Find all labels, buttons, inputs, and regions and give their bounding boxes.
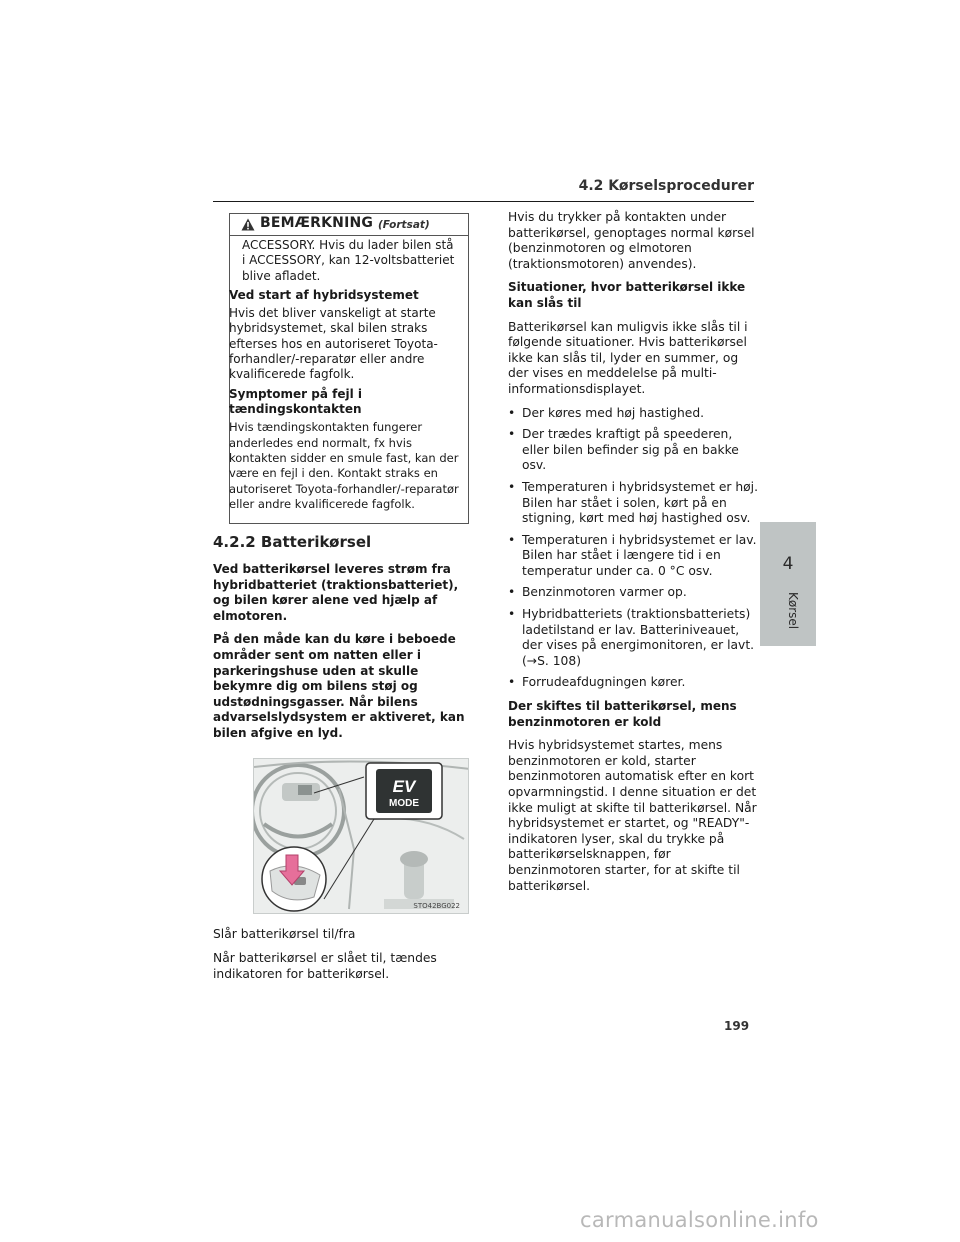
list-item: • Der trædes kraftigt på speederen, eller bilen befinder sig på en bakke osv. bbox=[508, 427, 758, 474]
list-item: • Der køres med høj hastighed. bbox=[508, 406, 758, 422]
notice-heading-1: Ved start af hybridsystemet bbox=[229, 287, 419, 302]
chapter-tab-label[interactable] bbox=[760, 586, 816, 646]
header-rule bbox=[213, 201, 754, 202]
right-heading-1: Situationer, hvor batterikørsel ikke kan slås til bbox=[508, 280, 746, 310]
notice-title: BEMÆRKNING bbox=[260, 215, 374, 231]
watermark-logo: carmanualsonline.info bbox=[580, 1208, 819, 1232]
right-paragraph-2: Batterikørsel kan muligvis ikke slås til i følgende situationer. Hvis batterikørsel ikke kan slås til, lyder en summer, og der vises en meddelelse på multi-informationsdisplayet. bbox=[508, 319, 748, 396]
intro-paragraph-1: Ved batterikørsel leveres strøm fra hybridbatteriet (traktionsbatteriet), og bilen kører alene ved hjælp af elmotoren. bbox=[213, 562, 459, 623]
ev-label: EV bbox=[392, 777, 416, 796]
figure-caption-2: Når batterikørsel er slået til, tændes indikatoren for batterikørsel. bbox=[213, 951, 437, 981]
notice-body bbox=[230, 238, 468, 513]
dashboard-figure bbox=[253, 758, 469, 914]
section-header: 4.2 Kørselsprocedurer bbox=[578, 178, 754, 194]
page-number: 199 bbox=[724, 1019, 750, 1033]
right-paragraph-3: Hvis hybridsystemet startes, mens benzinmotoren er kold, starter benzinmotoren automatisk efter en kort opvarmningstid. I denne situation er det ikke muligt at skifte til batterikørsel. Når hybridsystemet er startet, og "READY"-indikatoren lyser, skal du trykke på batterikørselsknappen, før benzinmotoren starter, for at skifte til batterikørsel. bbox=[508, 738, 757, 893]
figure-code: STO42BG022 bbox=[413, 902, 460, 910]
notice-paragraph-2: Hvis tændingskontakten fungerer anderledes end normalt, fx hvis kontakten sidder en smule fast, kan der være en fejl i den. Kontakt straks en autoriseret Toyota-forhandler/-reparatør eller andre kvalificerede fagfolk. bbox=[229, 420, 459, 512]
warning-icon bbox=[241, 218, 255, 231]
situations-list bbox=[508, 406, 758, 692]
notice-heading-2: Symptomer på fejl i tændingskontakten bbox=[229, 386, 363, 416]
notice-subtitle: (Fortsat) bbox=[378, 219, 430, 231]
intro-block bbox=[213, 562, 473, 742]
list-item: • Temperaturen i hybridsystemet er høj. Bilen har stået i solen, kørt på en stigning, kørt med høj hastighed osv. bbox=[508, 480, 758, 527]
notice-paragraph-1: Hvis det bliver vanskeligt at starte hybridsystemet, skal bilen straks efterses hos en autoriseret Toyota-forhandler/-reparatør eller andre kvalificerede fagfolk. bbox=[229, 306, 438, 382]
right-paragraph-1: Hvis du trykker på kontakten under batterikørsel, genoptages normal kørsel (benzinmotoren og elmotoren (traktionsmotoren) anvendes). bbox=[508, 210, 755, 271]
chapter-tab-number[interactable]: 4 bbox=[760, 522, 816, 586]
intro-paragraph-2: På den måde kan du køre i beboede områder sent om natten eller i parkeringshuse uden at skulle bekymre dig om bilens støj og udstødningsgasser. Når bilens advarselslydsystem er aktiveret, kan bilen afgive en lyd. bbox=[213, 632, 465, 740]
notice-header bbox=[230, 214, 468, 236]
figure-caption: Slår batterikørsel til/fra bbox=[213, 927, 356, 941]
right-column bbox=[508, 210, 758, 894]
notice-continued-text: ACCESSORY. Hvis du lader bilen stå i ACCESSORY, kan 12-voltsbatteriet blive afladet. bbox=[242, 238, 455, 283]
chapter-tab-text: Kørsel bbox=[786, 592, 800, 630]
list-item: • Forrudeafdugningen kører. bbox=[508, 675, 758, 691]
list-item: • Temperaturen i hybridsystemet er lav. Bilen har stået i længere tid i en temperatur under ca. 0 °C osv. bbox=[508, 533, 758, 580]
dashboard-illustration bbox=[254, 759, 469, 914]
right-heading-2: Der skiftes til batterikørsel, mens benzinmotoren er kold bbox=[508, 699, 737, 729]
list-item: • Hybridbatteriets (traktionsbatteriets) ladetilstand er lav. Batteriniveauet, der vises på energimonitoren, er lavt. (→S. 108) bbox=[508, 607, 758, 669]
section-title: 4.2.2 Batterikørsel bbox=[213, 533, 372, 551]
list-item: • Benzinmotoren varmer op. bbox=[508, 585, 758, 601]
mode-label: MODE bbox=[389, 798, 419, 809]
notice-box bbox=[229, 213, 469, 524]
